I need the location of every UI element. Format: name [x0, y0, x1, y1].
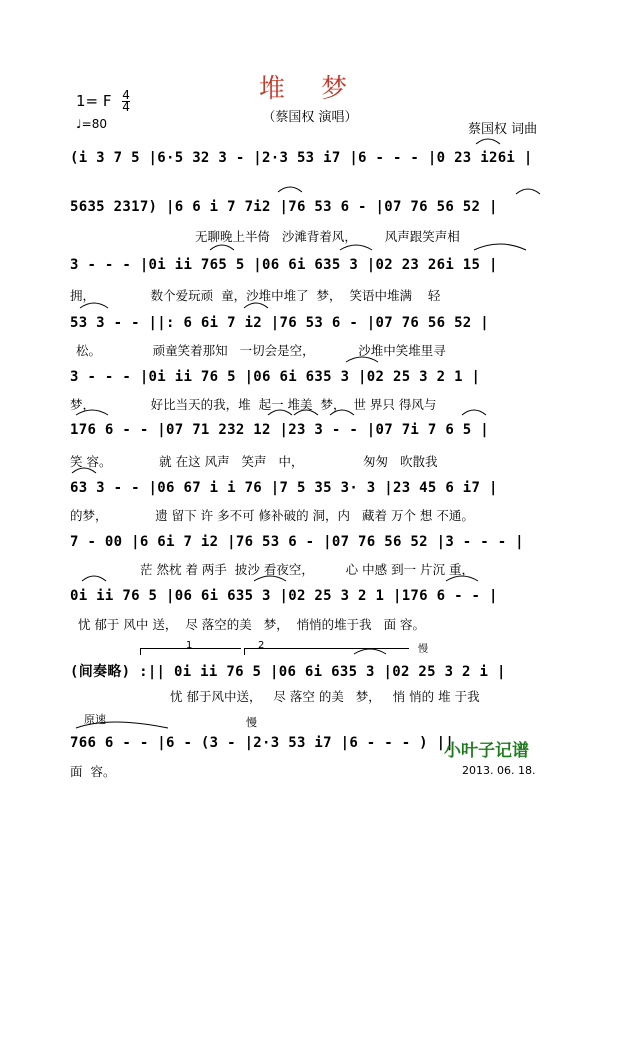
original-speed-marking: 原速: [84, 713, 106, 726]
score-line-5: 3 - - - |0i ii 76 5 |06 6i 635 3 |02 25 3 2 1 |: [70, 369, 481, 385]
lyric-line-2: 拥， 数个爱玩顽 童，沙堆中堆了 梦， 笑语中堆满 轻: [70, 288, 441, 303]
transcription-date: 2013. 06. 18.: [462, 764, 536, 777]
ending-2-bracket: [244, 648, 409, 655]
time-signature: [122, 90, 130, 113]
ending-1-label: 1: [186, 640, 193, 651]
score-line-2: 5635 2317) |6 6 i 7 7i2 |76 53 6 - |07 76 56 52 |: [70, 199, 498, 215]
ending-2-label: 2: [258, 640, 265, 651]
time-signature-bottom: 4: [122, 100, 130, 114]
score-line-11: 766 6 - - |6 - (3 - |2·3 53 i7 |6 - - - ) ||: [70, 735, 455, 751]
slow-marking-2: 慢: [246, 716, 257, 729]
lyricist-composer: 蔡国权 词曲: [468, 122, 538, 137]
transcriber-signature: 小叶子记谱: [444, 741, 529, 761]
lyric-line-10: 面 容。: [70, 764, 116, 779]
score-line-8: 7 - 00 |6 6i 7 i2 |76 53 6 - |07 76 56 52 |3 - - - |: [70, 534, 524, 550]
lyric-line-6: 的梦， 遗 留下 许 多不可 修补破的 洞，内 藏着 万个 想 不通。: [70, 508, 474, 523]
lyric-line-3: 松。 顽童笑着那知 一切会是空， 沙堆中笑堆里寻: [76, 343, 446, 358]
lyric-line-9: 忧 郁于风中送， 尽 落空 的美 梦， 悄 悄的 堆 于我: [170, 689, 480, 704]
lyric-line-4: 梦， 好比当天的我，堆 起一 堆美 梦， 世 界只 得风与: [70, 397, 437, 412]
singer-credit: （蔡国权 演唱）: [262, 110, 358, 125]
slow-marking-1: 慢: [418, 644, 428, 655]
key-label: 1= F: [76, 92, 112, 110]
score-line-9: 0i ii 76 5 |06 6i 635 3 |02 25 3 2 1 |176 6 - - |: [70, 588, 498, 604]
tempo-marking: ♩=80: [76, 117, 107, 131]
score-line-7: 63 3 - - |06 67 i i 76 |7 5 35 3· 3 |23 45 6 i7 |: [70, 480, 498, 496]
lyric-line-1: 无聊晚上半倚 沙滩背着风， 风声跟笑声相: [195, 229, 460, 244]
score-line-1: (i 3 7 5 |6·5 32 3 - |2·3 53 i7 |6 - - - |0 23 i26i |: [70, 150, 533, 166]
song-title: 堆 梦: [258, 74, 362, 104]
score-line-6: 176 6 - - |07 71 232 12 |23 3 - - |07 7i 7 6 5 |: [70, 422, 489, 438]
lyric-line-5: 笑 容。 就 在这 风声 笑声 中， 匆匆 吹散我: [70, 454, 438, 469]
score-line-3: 3 - - - |0i ii 765 5 |06 6i 635 3 |02 23 26i 15 |: [70, 257, 498, 273]
lyric-line-7: 茫 然枕 着 两手 披沙 看夜空， 心 中感 到一 片沉 重，: [140, 562, 475, 577]
score-line-4: 53 3 - - ||: 6 6i 7 i2 |76 53 6 - |07 76 56 52 |: [70, 315, 489, 331]
score-line-10: (间奏略) :|| 0i ii 76 5 |06 6i 635 3 |02 25 3 2 i |: [70, 664, 506, 680]
time-signature-top: 4: [122, 88, 130, 102]
key-signature: [76, 90, 130, 113]
lyric-line-8: 忧 郁于 风中 送， 尽 落空的美 梦， 悄悄的堆于我 面 容。: [70, 617, 426, 632]
